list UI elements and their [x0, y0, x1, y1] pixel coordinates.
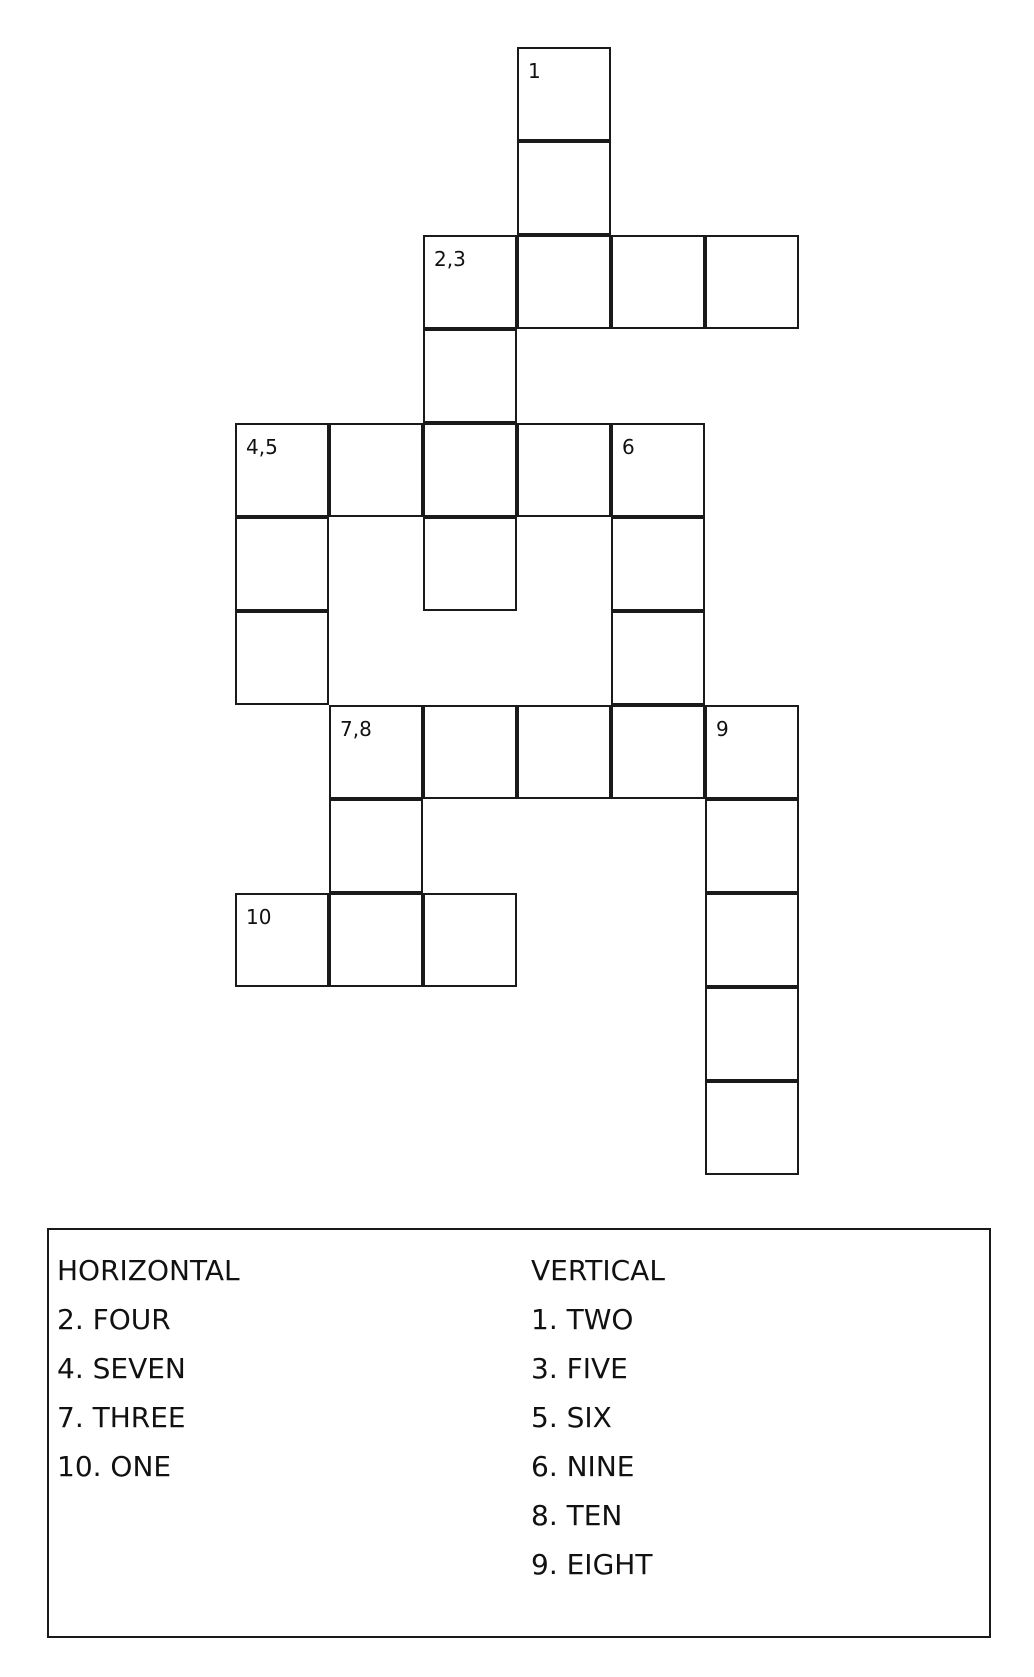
horizontal-clue-item: 2. FOUR [57, 1303, 171, 1336]
crossword-cell[interactable] [423, 329, 517, 423]
crossword-cell[interactable] [423, 423, 517, 517]
crossword-cell[interactable] [611, 517, 705, 611]
crossword-cell[interactable] [517, 47, 611, 141]
crossword-cell[interactable] [611, 235, 705, 329]
crossword-cell[interactable] [517, 141, 611, 235]
crossword-cell[interactable] [611, 705, 705, 799]
horizontal-clues [57, 1246, 240, 1491]
clue-number: 9 [716, 717, 729, 741]
horizontal-clue-item: 7. THREE [57, 1401, 186, 1434]
crossword-cell[interactable] [329, 799, 423, 893]
crossword-cell[interactable] [235, 893, 329, 987]
horizontal-clue-item: 4. SEVEN [57, 1352, 186, 1385]
clue-number: 4,5 [246, 435, 278, 459]
crossword-cell[interactable] [611, 611, 705, 705]
vertical-clue-list [531, 1295, 665, 1589]
clue-number: 10 [246, 905, 272, 929]
horizontal-heading: HORIZONTAL [57, 1254, 240, 1287]
crossword-cell[interactable] [423, 235, 517, 329]
horizontal-clue-list [57, 1295, 240, 1491]
vertical-clue-item: 6. NINE [531, 1450, 635, 1483]
vertical-clue-item: 9. EIGHT [531, 1548, 653, 1581]
clue-number: 7,8 [340, 717, 372, 741]
crossword-cell[interactable] [705, 235, 799, 329]
crossword-cell[interactable] [235, 423, 329, 517]
crossword-cell[interactable] [705, 987, 799, 1081]
crossword-cell[interactable] [423, 705, 517, 799]
vertical-clue-item: 3. FIVE [531, 1352, 628, 1385]
clue-number: 6 [622, 435, 635, 459]
clue-number: 2,3 [434, 247, 466, 271]
crossword-cell[interactable] [235, 611, 329, 705]
crossword-cell[interactable] [517, 235, 611, 329]
crossword-cell[interactable] [705, 799, 799, 893]
crossword-cell[interactable] [705, 705, 799, 799]
crossword-cell[interactable] [423, 517, 517, 611]
crossword-cell[interactable] [423, 893, 517, 987]
crossword-cell[interactable] [329, 893, 423, 987]
vertical-clue-item: 8. TEN [531, 1499, 623, 1532]
crossword-cell[interactable] [329, 705, 423, 799]
crossword-cell[interactable] [705, 1081, 799, 1175]
clues-box [47, 1228, 991, 1638]
vertical-clues [531, 1246, 665, 1589]
crossword-cell[interactable] [329, 423, 423, 517]
horizontal-clue-item: 10. ONE [57, 1450, 172, 1483]
crossword-cell[interactable] [611, 423, 705, 517]
crossword-cell[interactable] [235, 517, 329, 611]
vertical-heading: VERTICAL [531, 1254, 665, 1287]
clue-number: 1 [528, 59, 541, 83]
vertical-clue-item: 1. TWO [531, 1303, 634, 1336]
vertical-clue-item: 5. SIX [531, 1401, 612, 1434]
crossword-cell[interactable] [517, 423, 611, 517]
crossword-cell[interactable] [517, 705, 611, 799]
crossword-cell[interactable] [705, 893, 799, 987]
